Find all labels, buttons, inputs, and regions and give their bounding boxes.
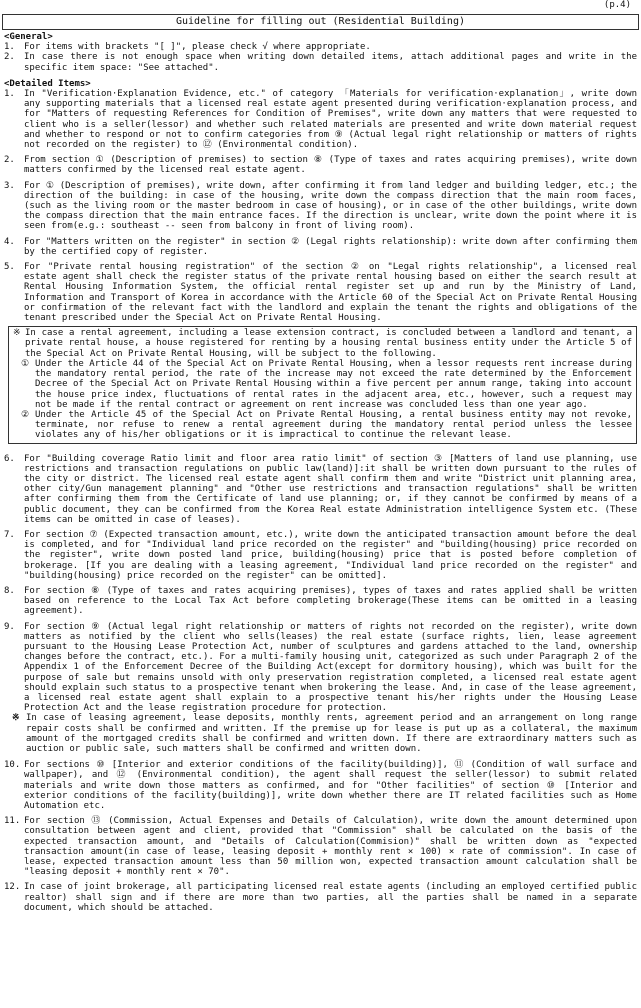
item-number: 4. (4, 236, 15, 247)
item-text: From section ① (Description of premises) to section ⑧ (Type of taxes and rates acquiring premises), write down matters confirmed by the licensed real estate agent. (24, 155, 637, 176)
detailed-heading: <Detailed Items> (4, 78, 91, 89)
item-text: For ① (Description of premises), write down, after confirming it from land ledger and building ledger, etc.; the direction of the building: in case of the housing, write down the compass direction that the main room faces,(such as the living room or the master bedroom in case of housing), or in case of the other buildings, write down the compass direction that the main entrance faces. If the direction is unclear, write down the point where it is seen from(e.g.: southeast -- seen from balcony in front of living room). (24, 180, 637, 232)
item-number: 1. (4, 42, 15, 53)
item-text: In case of joint brokerage, all participating licensed real estate agents (including an employed certified public realtor) shall sign and if there are more than two parties, all the parties shall be named in a separate document, which should be attached. (24, 882, 637, 913)
item-number: 10. (4, 760, 21, 771)
guideline-content (4, 32, 637, 913)
note-text: In case of leasing agreement, lease deposits, monthly rents, agreement period and an arrangement on long range repair costs shall be confirmed and written. If the premise up for lease is put up as a collateral, the maximum amount of the mortgaged credits shall be confirmed and written down. If there are extraordinary matters such as auction or public sale, such matters shall be confirmed and written down. (26, 713, 637, 754)
detailed-item (4, 454, 637, 525)
item-text: For "Matters written on the register" in section ② (Legal rights relationship): write down after confirming them by the certified copy of register. (24, 236, 637, 257)
item-text: For section ⑨ (Actual legal right relationship or matters of rights not recorded on the register), write down matters as notified by the client who sells(leases) the real estate (surface rights, lien, lease agreement pursuant to the Housing Lease Protection Act, number of sculptures and gardens attached to the land, ownership changes before the contract, etc.). For a multi-family housing unit, categorized as such under Paragraph 2 of the Appendix 1 of the Enforcement Decree of the Building Act(except for dormitory housing), which was built for the purpose of sale but remains unsold with only preservation registration completed, a licensed real estate agent should explain such status to a prospective tenant when brokering the lease. And, in case of the lease agreement, a licensed real estate agent shall explain to a prospective tenant his/her rights under the Housing Lease Protection Act and the lease registration procedure for protection. (24, 621, 637, 714)
detailed-item (4, 622, 637, 714)
detailed-item (4, 882, 637, 913)
sub-mark: ② (21, 409, 30, 420)
sub-mark: ① (21, 358, 30, 369)
item-text: For "Private rental housing registration" of the section ② on "Legal rights relationship", a licensed real estate agent shall check the register status of the private rental housing based on either the search result at Rental Housing Information System, the official rental register set up and run by the Ministry of Land, Information and Transport of Korea in accordance with the Article 60 of the Special Act on Private Rental Housing or confirmation of the relevant fact with the landlord and explain the tenant the rights and obligations of the tenant prescribed under the Special Act on Private Rental Housing. (24, 262, 637, 324)
note-mark: ※ (13, 328, 21, 339)
item-text: In "Verification·Explanation Evidence, etc." of category 「Materials for verification·explanation」, write down any supporting materials that a licensed real estate agent presented during verification·explanation process, and for "Matters of requesting References for Condition of Premises", write down any matters that were requested to client who is a seller(lessor) and whether such related materials are presented and write down material request and whether to respond or not to confirm categories from ⑨ (Actual legal right relationship or matters of rights not recorded on the register) to ⑫ (Environmental condition). (24, 89, 637, 151)
lease-note (12, 713, 637, 754)
item-number: 2. (4, 52, 15, 63)
detailed-item (4, 586, 637, 617)
item-text: For section ⑬ (Commission, Actual Expenses and Details of Calculation), write down the amount determined upon consultation between agent and client, provided that "Commission" shall be calculated on the basis of the expected transaction amount, and "Details of Calculation(Commision)" shall be written down as "expected transaction amount(in case of lease, leasing deposit + monthly rent × 100) × rate of commission". In case of lease, expected transaction amount less than 50 million won, expected transaction amount calculation shall be "leasing deposit + monthly rent × 70". (24, 816, 637, 878)
detailed-item (4, 89, 637, 150)
general-heading: <General> (4, 32, 53, 42)
item-text: For section ⑧ (Type of taxes and rates acquiring premises), types of taxes and rates applied shall be written based on reference to the Local Tax Act before completing brokerage(These items can be omitted in a leasing agreement). (24, 585, 637, 617)
note-mark: ※ (12, 713, 20, 724)
item-text: In case there is not enough space when writing down detailed items, attach additional pages and write in the specific item space: "See attached". (24, 52, 637, 73)
item-number: 2. (4, 155, 15, 166)
general-item (4, 52, 637, 72)
page-title: Guideline for filling out (Residential Building) (2, 14, 639, 30)
detailed-item (4, 155, 637, 175)
page-number: (p.4) (603, 0, 631, 10)
note-text: In case a rental agreement, including a lease extension contract, is concluded between a landlord and tenant, a private rental house, a house registered for renting by a housing rental business entity under the Article 5 of the Special Act on Private Rental Housing, will be subject to the following. (25, 328, 632, 359)
item-number: 6. (4, 453, 15, 464)
item-text: For items with brackets "[ ]", please check √ where appropriate. (24, 42, 371, 53)
item-number: 11. (4, 816, 21, 827)
sub-text: Under the Article 44 of the Special Act on Private Rental Housing, when a lessor requests rent increase during the mandatory rental period, the rate of the increase may not exceed the rate determined by the Enforcement Decree of the Special Act on Private Rental Housing within a five percent per annum range, taking into account the house price index, fluctuations of rental rates in the adjacent area, etc., however, such a request may not be made if the rental contract or agreement on rent increase was concluded less than one year ago. (35, 358, 632, 410)
item-text: For section ⑦ (Expected transaction amount, etc.), write down the anticipated transaction amount before the deal is completed, and for "Individual land price recorded on the register" and "building(housing) price recorded on the register", write down posted land price, building(housing) price that is posted before completion of brokerage. [If you are dealing with a leasing agreement, "Individual land price recorded on the register" and "building(housing) price recorded on the register" can be omitted]. (24, 529, 637, 581)
detailed-item (4, 530, 637, 581)
detailed-item (4, 181, 637, 232)
item-number: 3. (4, 180, 15, 191)
item-number: 9. (4, 621, 15, 632)
rental-notice-box (8, 326, 637, 443)
item-number: 8. (4, 585, 15, 596)
item-number: 7. (4, 529, 15, 540)
detailed-item (4, 760, 637, 811)
general-item (4, 42, 637, 52)
item-text: For "Building coverage Ratio limit and floor area ratio limit" of section ③ [Matters of land use planning, use restrictions and transaction regulations on public law(land)]:it shall be written down pursuant to the rules of the city or district. The licensed real estate agent shall confirm them and write "District unit planning area, other city/Gun management planning" and "Other use restrictions and transaction regulations" shall be written after confirming them from the Certificate of land use planning; or, if they cannot be confirmed by means of a public document, they can be confirmed from the Korea Real estate Administration intelligence System etc. (These items can be omitted in case of leases). (24, 453, 637, 525)
sub-text: Under the Article 45 of the Special Act on Private Rental Housing, a rental business entity may not revoke, terminate, nor refuse to renew a rental agreement during the mandatory rental period unless the lessee violates any of his/her obligations or it is impractical to continue the relevant lease. (35, 409, 632, 441)
item-number: 12. (4, 882, 21, 893)
detailed-item (4, 237, 637, 257)
item-text: For sections ⑩ [Interior and exterior conditions of the facility(building)], ⑪ (Condition of wall surface and wallpaper), and ⑫ (Environmental condition), the agent shall request the seller(lessor) to submit related materials and write down those matters as confirmed, and for "Other facilities" of section ⑩ [Interior and exterior conditions of the facility(building)], write down whether there are IT related facilities such as Home Automation etc. (24, 760, 637, 812)
detailed-item (4, 262, 637, 323)
item-number: 1. (4, 89, 15, 100)
detailed-item (4, 816, 637, 877)
item-number: 5. (4, 262, 15, 273)
